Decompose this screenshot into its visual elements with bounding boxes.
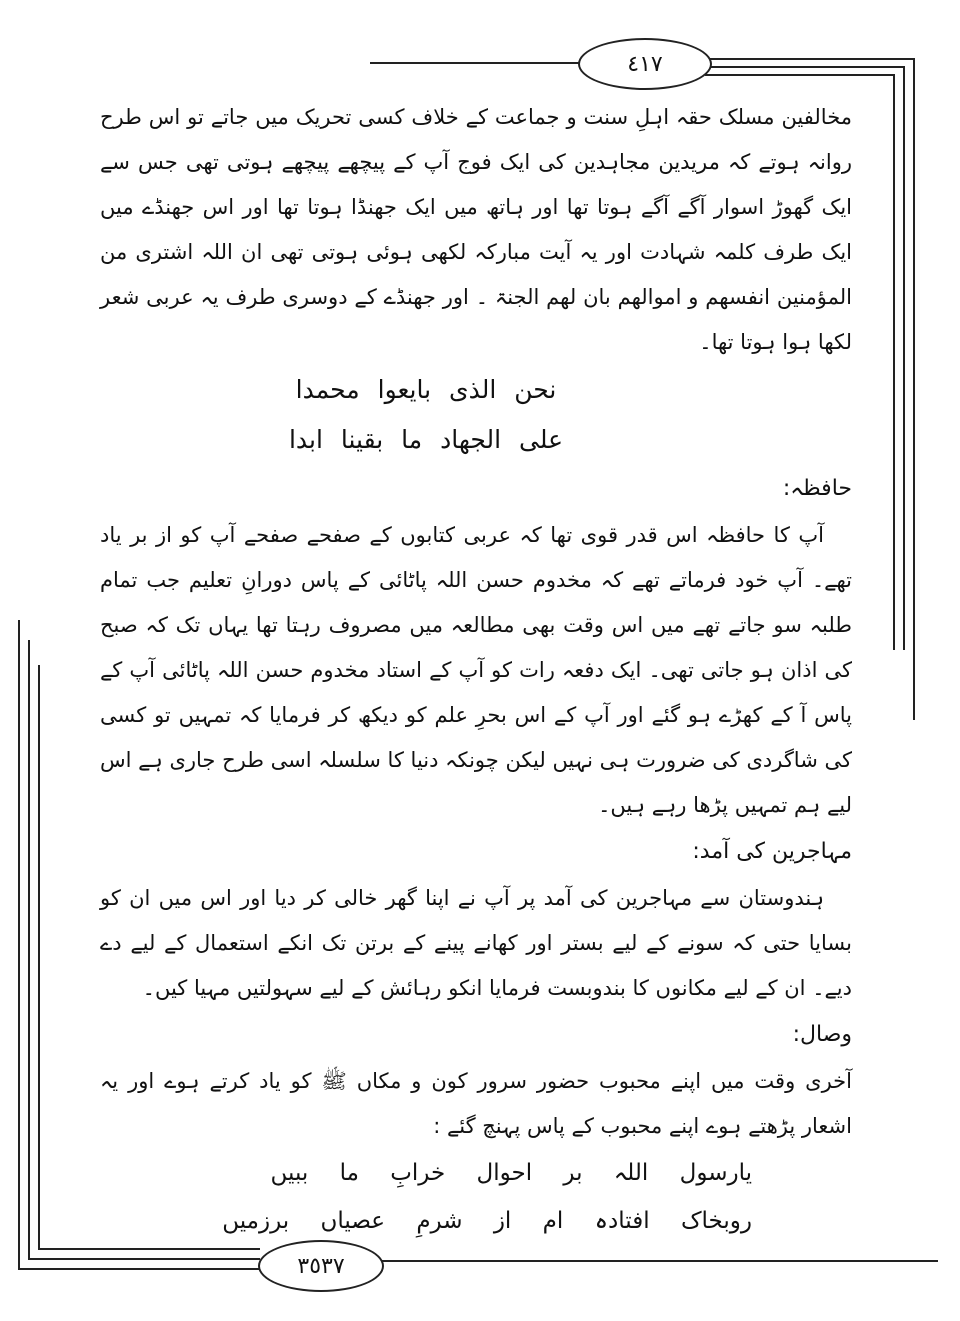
page-number-bottom: ٣٥٣٧ bbox=[258, 1240, 384, 1292]
paragraph-hafiza: آپ کا حافظہ اس قدر قوی تھا کہ عربی کتابوں کے صفحے صفحے آپ کو از بر یاد تھے۔ آپ خود فرماتے تھے کہ مخدوم حسن اللہ پاٹائی کے پاس دورانِ تعلیم جب تمام طلبہ سو جاتے تھے میں اس وقت بھی مطالعہ میں مصروف رہتا تھا یہاں تک کہ صبح کی اذان ہو جاتی تھی۔ ایک دفعہ رات کو آپ کے استاد مخدوم حسن اللہ پاٹائی آپ کے پاس آ کے کھڑے ہو گئے اور آپ کے اس بحرِ علم کو دیکھ کر فرمایا کہ تمہیں تو کسی کی شاگردی کی ضرورت ہی نہیں لیکن چونکہ دنیا کا سلسلہ اسی طرح جاری ہے اس لیے ہم تمہیں پڑھا رہے ہیں۔ bbox=[100, 523, 852, 817]
frame-line-right-inner bbox=[913, 590, 915, 720]
frame-line-bottom-2 bbox=[28, 1258, 260, 1260]
frame-line-top-1 bbox=[705, 58, 915, 60]
frame-line-bottom-right bbox=[378, 1260, 938, 1262]
frame-line-top-3 bbox=[705, 74, 895, 76]
frame-line-right-1 bbox=[913, 58, 915, 650]
page-content bbox=[100, 95, 852, 1245]
frame-line-right-2 bbox=[903, 66, 905, 650]
paragraph-visal: آخری وقت میں اپنے محبوب حضور سرور کون و مکاں ﷺ کو یاد کرتے ہوے اور یہ اشعار پڑھتے ہوے اپنے محبوب کے پاس پہنچ گئے : bbox=[100, 1069, 852, 1138]
frame-line-bottom-1 bbox=[18, 1268, 260, 1270]
arabic-verse-line-2: علی الجھاد ما بقینا ابدا bbox=[288, 425, 564, 454]
frame-line-top-2 bbox=[705, 66, 905, 68]
heading-hafiza: حافظہ: bbox=[782, 476, 852, 501]
persian-verse-line-2: روبخاک افتادہ ام از شرمِ عصیاں برزمیں bbox=[222, 1208, 752, 1234]
frame-line-top-left bbox=[370, 62, 580, 64]
frame-line-right-3 bbox=[893, 74, 895, 650]
arabic-verse-line-1: نحن الذی بایعوا محمدا bbox=[295, 375, 557, 404]
frame-line-bottom-3 bbox=[38, 1248, 260, 1250]
page-number-top: ٤١٧ bbox=[578, 38, 712, 90]
heading-visal: وصال: bbox=[792, 1022, 852, 1047]
persian-verse-line-1: یارسول اللہ بر احوال خرابِ ما ببیں bbox=[270, 1160, 752, 1186]
paragraph-muhajirin: ہندوستان سے مہاجرین کی آمد پر آپ نے اپنا گھر خالی کر دیا اور اس میں ان کو بسایا حتی کہ سونے کے لیے بستر اور کھانے پینے کے برتن تک انکے استعمال کے لیے دے دیے۔ ان کے لیے مکانوں کا بندوبست فرمایا انکو رہائش کے لیے سہولتیں مہیا کیں۔ bbox=[100, 886, 852, 1000]
paragraph-intro: مخالفین مسلک حقہ اہلِ سنت و جماعت کے خلاف کسی تحریک میں جاتے تو اس طرح روانہ ہوتے کہ مریدین مجاہدین کی ایک فوج آپ کے پیچھے پیچھے ہوتی تھی جس سے ایک گھوڑ اسوار آگے آگے ہوتا تھا اور ہاتھ میں ایک جھنڈا ہوتا تھا اور اس جھنڈے میں ایک طرف کلمہ شہادت اور یہ آیت مبارکہ لکھی ہوئی ہوتی تھی ان اللہ اشتری من المؤمنین انفسھم و اموالھم بان لھم الجنۃ ۔ اور جھنڈے کے دوسری طرف یہ عربی شعر لکھا ہوا ہوتا تھا۔ bbox=[100, 105, 852, 354]
frame-line-left-1 bbox=[18, 620, 20, 1270]
frame-line-left-2 bbox=[28, 640, 30, 1260]
frame-line-left-3 bbox=[38, 665, 40, 1250]
heading-muhajirin: مہاجرین کی آمد: bbox=[692, 839, 852, 864]
